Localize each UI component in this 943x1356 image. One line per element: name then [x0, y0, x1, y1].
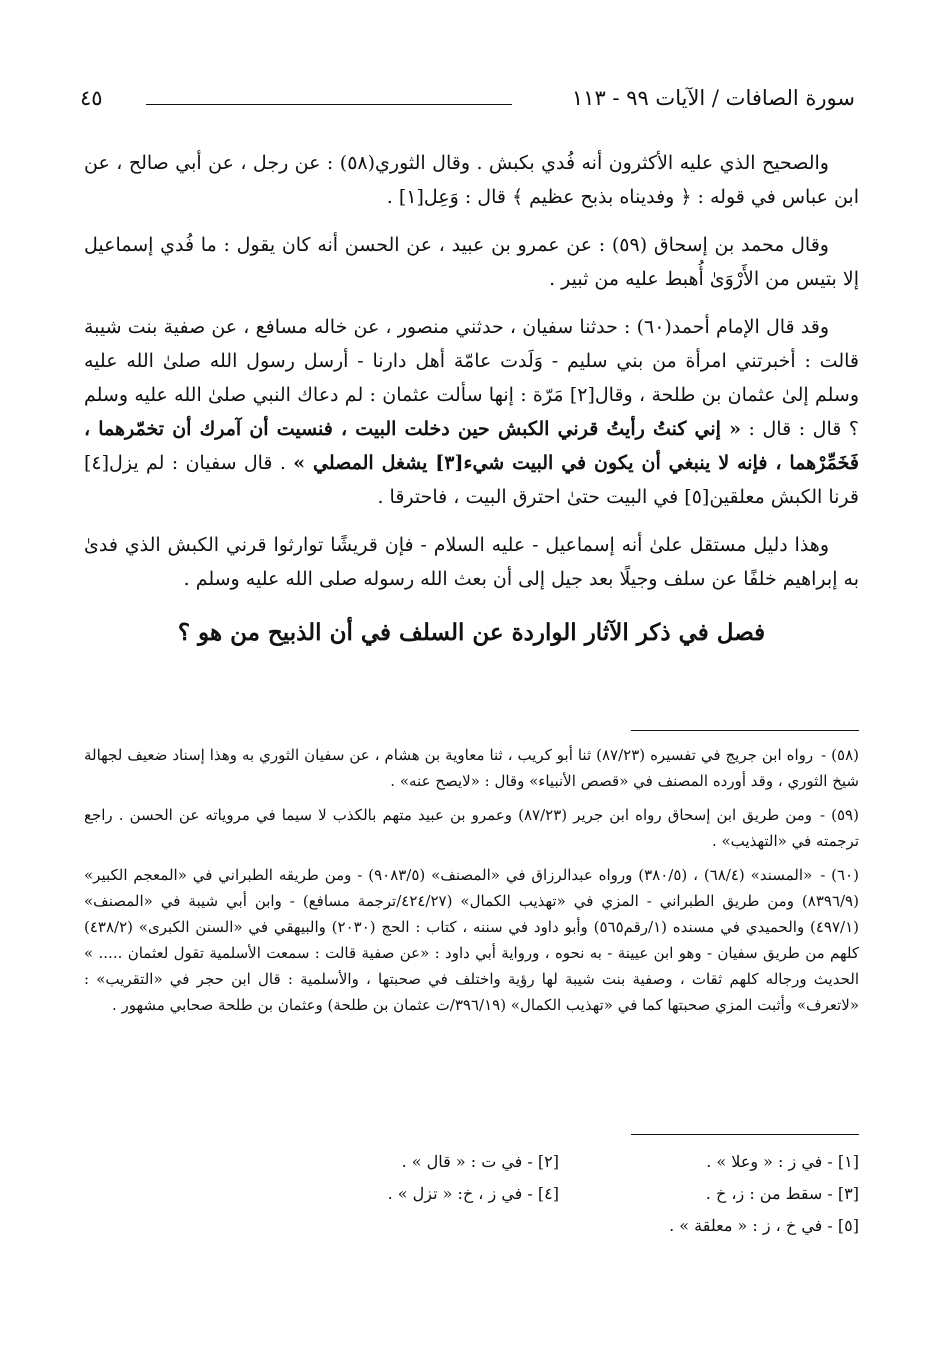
variant-1 — [559, 1146, 859, 1178]
paragraph-3-text: وقد قال الإمام أحمد(٦٠) : حدثنا سفيان ، حدثني منصور ، عن خاله مسافع ، عن صفية بنت شيبة قالت : أخبرتني امرأة من بني سليم - وَلَدت عامّة أهل دارنا - أرسل رسول الله صلىٰ الله عليه وسلم إلىٰ عثمان بن طلحة ، وقال[٢] مَرّة : إنها سألت عثمان : لم دعاك النبي صلىٰ الله عليه وسلم ؟ قال : قال : — [84, 316, 859, 440]
variant-number: [٤] - — [527, 1184, 559, 1203]
variant-4 — [259, 1178, 559, 1210]
footnote-text: رواه ابن جريج في تفسيره (٨٧/٢٣) ثنا أبو كريب ، ثنا معاوية بن هشام ، عن سفيان الثوري به وهذا إسناد ضعيف لجهالة شيخ الثوري ، وقد أورده المصنف في «قصص الأنبياء» وقال : «لايصح عنه» . — [84, 746, 859, 790]
page-number: ٤٥ — [80, 86, 103, 110]
footnote-text: «المسند» (٦٨/٤) ، (٣٨٠/٥) ورواه عبدالرزاق في «المصنف» (٩٠٨٣/٥) - ومن طريقه الطبراني في «المعجم الكبير» (٨٣٩٦/٩) ومن طريق الطبراني - المزي في «تهذيب الكمال» (٤٢٤/٢٧/ترجمة مسافع) - وابن أبي شيبة في «المصنف» (٤٩٧/١) والحميدي في مسنده (١/رقم٥٦٥) وأبو داود في سننه ، كتاب : الحج (٢٠٣٠) والبيهقي في «السنن الكبرى» (٤٣٨/٢) كلهم من طريق سفيان - وهو ابن عيينة - به نحوه ، ورواية أبي داود : «عن صفية قالت : سمعت الأسلمية تقول لعثمان ..... » الحديث ورجاله كلهم ثقات ، وصفية بنت شيبة لها رؤية واختلف في صحبتها ، والأسلمية : قال ابن حجر في «التقريب» : «لاتعرف» وأثبت المزي صحبتها كما في «تهذيب الكمال» (٣٩٦/١٩/ت عثمان بن طلحة) وعثمان بن طلحة صحابي مشهور . — [84, 866, 859, 1014]
footnote-60 — [84, 862, 859, 1018]
variant-5 — [559, 1210, 859, 1242]
paragraph-3-end: . قال سفيان : لم يزل[٤] قرنا الكبش معلقين[٥] في البيت حتىٰ احترق البيت ، فاحترقا . — [84, 452, 859, 508]
footnote-58 — [84, 742, 859, 794]
paragraph-2: وقال محمد بن إسحاق (٥٩) : عن عمرو بن عبيد ، عن الحسن أنه كان يقول : ما فُدي إسماعيل إلا بتيس من الأَرْوَىٰ أُهبط عليه من ثبير . — [84, 234, 859, 290]
paragraph-1: والصحيح الذي عليه الأكثرون أنه فُدي بكبش . وقال الثوري(٥٨) : عن رجل ، عن أبي صالح ، عن ابن عباس في قوله : ﴿ وفديناه بذبح عظيم ﴾ قال : وَعِل[١] . — [84, 152, 859, 208]
header-rule — [146, 104, 512, 105]
variant-text: في ت : « قال » . — [401, 1152, 523, 1171]
footnote-number: (٥٨) - — [821, 746, 859, 764]
manuscript-variants — [259, 1146, 859, 1242]
variant-2 — [259, 1146, 559, 1178]
footnote-59 — [84, 802, 859, 854]
footnote-text: ومن طريق ابن إسحاق رواه ابن جرير (٨٧/٢٣) وعمرو بن عبيد متهم بالكذب لا سيما في مروياته عن الحسن . راجع ترجمته في «التهذيب» . — [84, 806, 859, 850]
hadith-quote: « إني كنتُ رأيتُ قرني الكبش حين دخلت البيت ، فنسيت أن آمرك أن تخمّرهما ، فَخَمِّرْهما ، فإنه لا ينبغي أن يكون في البيت شيء[٣] يشغل المصلي » — [84, 418, 859, 474]
footnotes — [84, 742, 859, 1026]
page-header — [80, 86, 863, 120]
variant-text: في ز : « وعلا » . — [706, 1152, 823, 1171]
variants-divider — [631, 1134, 859, 1135]
section-heading: فصل في ذكر الآثار الواردة عن السلف في أن الذبيح من هو ؟ — [177, 619, 766, 646]
variant-number: [٢] - — [527, 1152, 559, 1171]
variants-row — [259, 1210, 859, 1242]
main-text — [84, 146, 859, 650]
variants-row — [259, 1178, 859, 1210]
variant-number: [٣] - — [827, 1184, 859, 1203]
variants-row — [259, 1146, 859, 1178]
running-head: سورة الصافات / الآيات ٩٩ - ١١٣ — [571, 86, 855, 110]
variant-text: سقط من : ز، خ . — [705, 1184, 823, 1203]
variant-number: [٥] - — [827, 1216, 859, 1235]
variant-text: في ز ، خ: « تزل » . — [387, 1184, 523, 1203]
variant-text: في خ ، ز : « معلقة » . — [669, 1216, 823, 1235]
paragraph-4: وهذا دليل مستقل علىٰ أنه إسماعيل - عليه السلام - فإن قريشًا توارثوا قرني الكبش الذي فدىٰ به إبراهيم خلفًا عن سلف وجيلًا بعد جيل إلى أن بعث الله رسوله صلى الله عليه وسلم . — [84, 534, 859, 590]
variant-number: [١] - — [827, 1152, 859, 1171]
footnote-divider — [631, 730, 859, 731]
paragraph-3 — [84, 310, 859, 514]
footnote-number: (٦٠) - — [820, 866, 859, 884]
variant-3 — [559, 1178, 859, 1210]
footnote-number: (٥٩) - — [819, 806, 859, 824]
